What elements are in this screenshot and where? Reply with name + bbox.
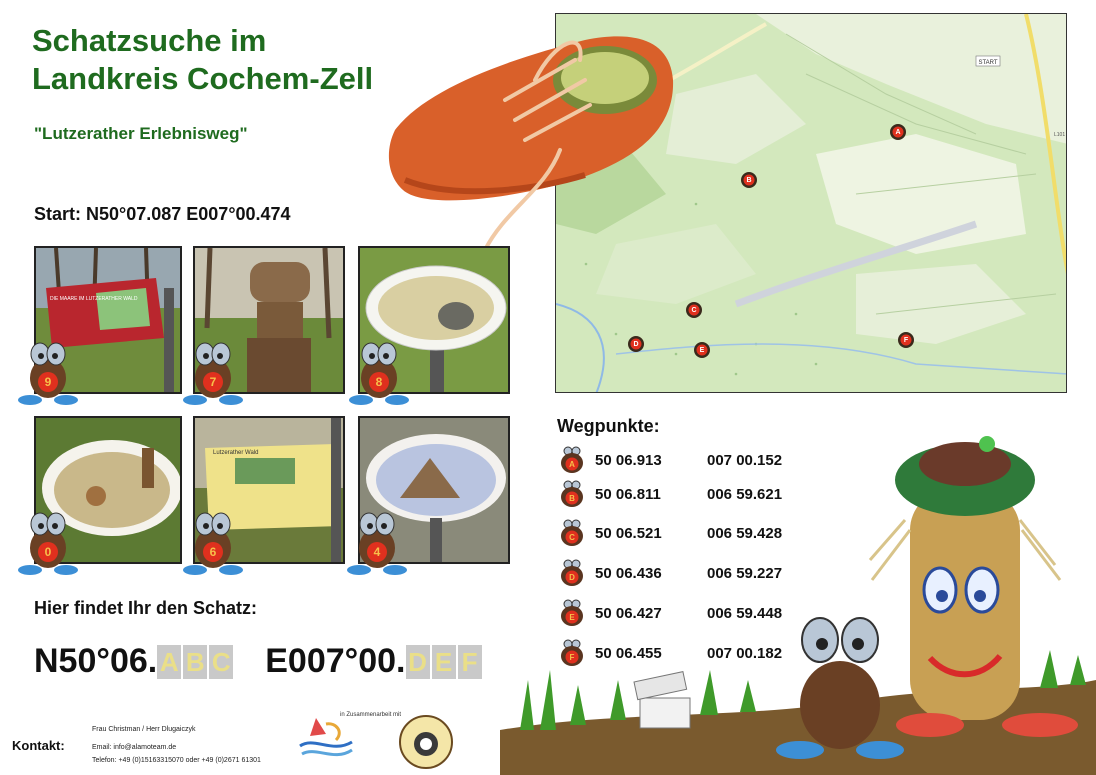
partner-logo-waves (296, 712, 356, 764)
contact-phone[interactable]: Telefon: +49 (0)15163315070 oder +49 (0)2671 61301 (92, 757, 261, 764)
waypoint-b-lon: 006 59.621 (707, 485, 783, 503)
title-line-1: Schatzsuche im (32, 23, 267, 58)
waypoint-e-lat: 50 06.427 (595, 604, 662, 622)
waypoint-d-lon: 006 59.227 (707, 564, 783, 582)
treasure-coordinates (34, 642, 484, 681)
mascot-badge-9-number: 9 (44, 375, 52, 389)
waypoint-f-lon: 007 00.182 (707, 644, 783, 662)
map-marker-f[interactable] (898, 332, 914, 348)
start-coordinates: Start: N50°07.087 E007°00.474 (34, 204, 291, 224)
waypoint-d-lat: 50 06.436 (595, 564, 662, 582)
map-marker-a[interactable] (890, 124, 906, 140)
map-marker-c-label: C (691, 307, 697, 314)
waypoint-b-lat: 50 06.811 (595, 485, 661, 503)
waypoint-c-lon: 006 59.428 (707, 524, 783, 542)
mascot-badge-4-number: 4 (373, 545, 381, 559)
waypoint-d-letter: D (569, 573, 575, 582)
map-marker-b-label: B (746, 177, 752, 184)
waypoint-c-lat: 50 06.521 (595, 524, 662, 542)
waypoint-b-letter: B (569, 494, 575, 503)
mascot-badge-8 (347, 338, 411, 408)
mascot-badge-6 (181, 508, 245, 578)
waypoint-f-lat: 50 06.455 (595, 644, 662, 662)
treasure-placeholder-f: F (458, 645, 482, 679)
treasure-placeholder-e: E (432, 645, 456, 679)
contact-label: Kontakt: (12, 738, 65, 753)
map-marker-a-label: A (895, 129, 901, 136)
shoe-image (385, 20, 685, 270)
map-start-label: START (978, 60, 998, 66)
mascot-scene (500, 430, 1096, 775)
waypoint-a-letter: A (569, 460, 575, 469)
mascot-badge-0-number: 0 (44, 545, 52, 559)
treasure-heading: Hier findet Ihr den Schatz: (34, 598, 258, 618)
mascot-badge-0 (16, 508, 80, 578)
partner-logo-badge (398, 714, 454, 770)
mascot-badge-7-number: 7 (209, 375, 217, 389)
mascot-badge-7 (181, 338, 245, 408)
treasure-placeholder-a: A (157, 645, 181, 679)
treasure-placeholder-d: D (406, 645, 430, 679)
treasure-north-prefix: N50°06. (34, 642, 158, 680)
waypoint-a-lat: 50 06.913 (595, 451, 662, 469)
treasure-placeholder-b: B (183, 645, 207, 679)
contact-email[interactable]: Email: info@alamoteam.de (92, 744, 177, 751)
map-marker-d[interactable] (628, 336, 644, 352)
photo-6-sign-text: Lutzerather Wald (213, 450, 259, 456)
page-subtitle: "Lutzerather Erlebnisweg" (34, 124, 248, 143)
contact-names: Frau Christman / Herr Dlugaiczyk (92, 726, 196, 733)
treasure-east-prefix: E007°00. (265, 642, 406, 680)
map-marker-f-label: F (903, 337, 909, 344)
map-marker-b[interactable] (741, 172, 757, 188)
mascot-badge-9 (16, 338, 80, 408)
waypoint-c-letter: C (569, 533, 575, 542)
page-title (32, 22, 373, 98)
cooperation-note: in Zusammenarbeit mit (340, 712, 402, 718)
mascot-badge-6-number: 6 (209, 545, 217, 559)
waypoint-e-letter: E (569, 613, 575, 622)
map-marker-e-label: E (699, 347, 705, 354)
map-road-label: L101 (1054, 132, 1066, 138)
title-line-2: Landkreis Cochem-Zell (32, 61, 374, 96)
map-marker-d-label: D (633, 341, 639, 348)
waypoint-a-lon: 007 00.152 (707, 451, 783, 469)
treasure-placeholder-c: C (209, 645, 233, 679)
map-marker-c[interactable] (686, 302, 702, 318)
waypoints-heading: Wegpunkte: (557, 416, 660, 436)
waypoint-f-letter: F (569, 653, 575, 662)
mascot-badge-4 (345, 508, 409, 578)
map-marker-e[interactable] (694, 342, 710, 358)
mascot-badge-8-number: 8 (375, 375, 383, 389)
photo-9-sign-text: DIE MAARE IM LUTZERATHER WALD (50, 296, 138, 302)
waypoint-e-lon: 006 59.448 (707, 604, 783, 622)
